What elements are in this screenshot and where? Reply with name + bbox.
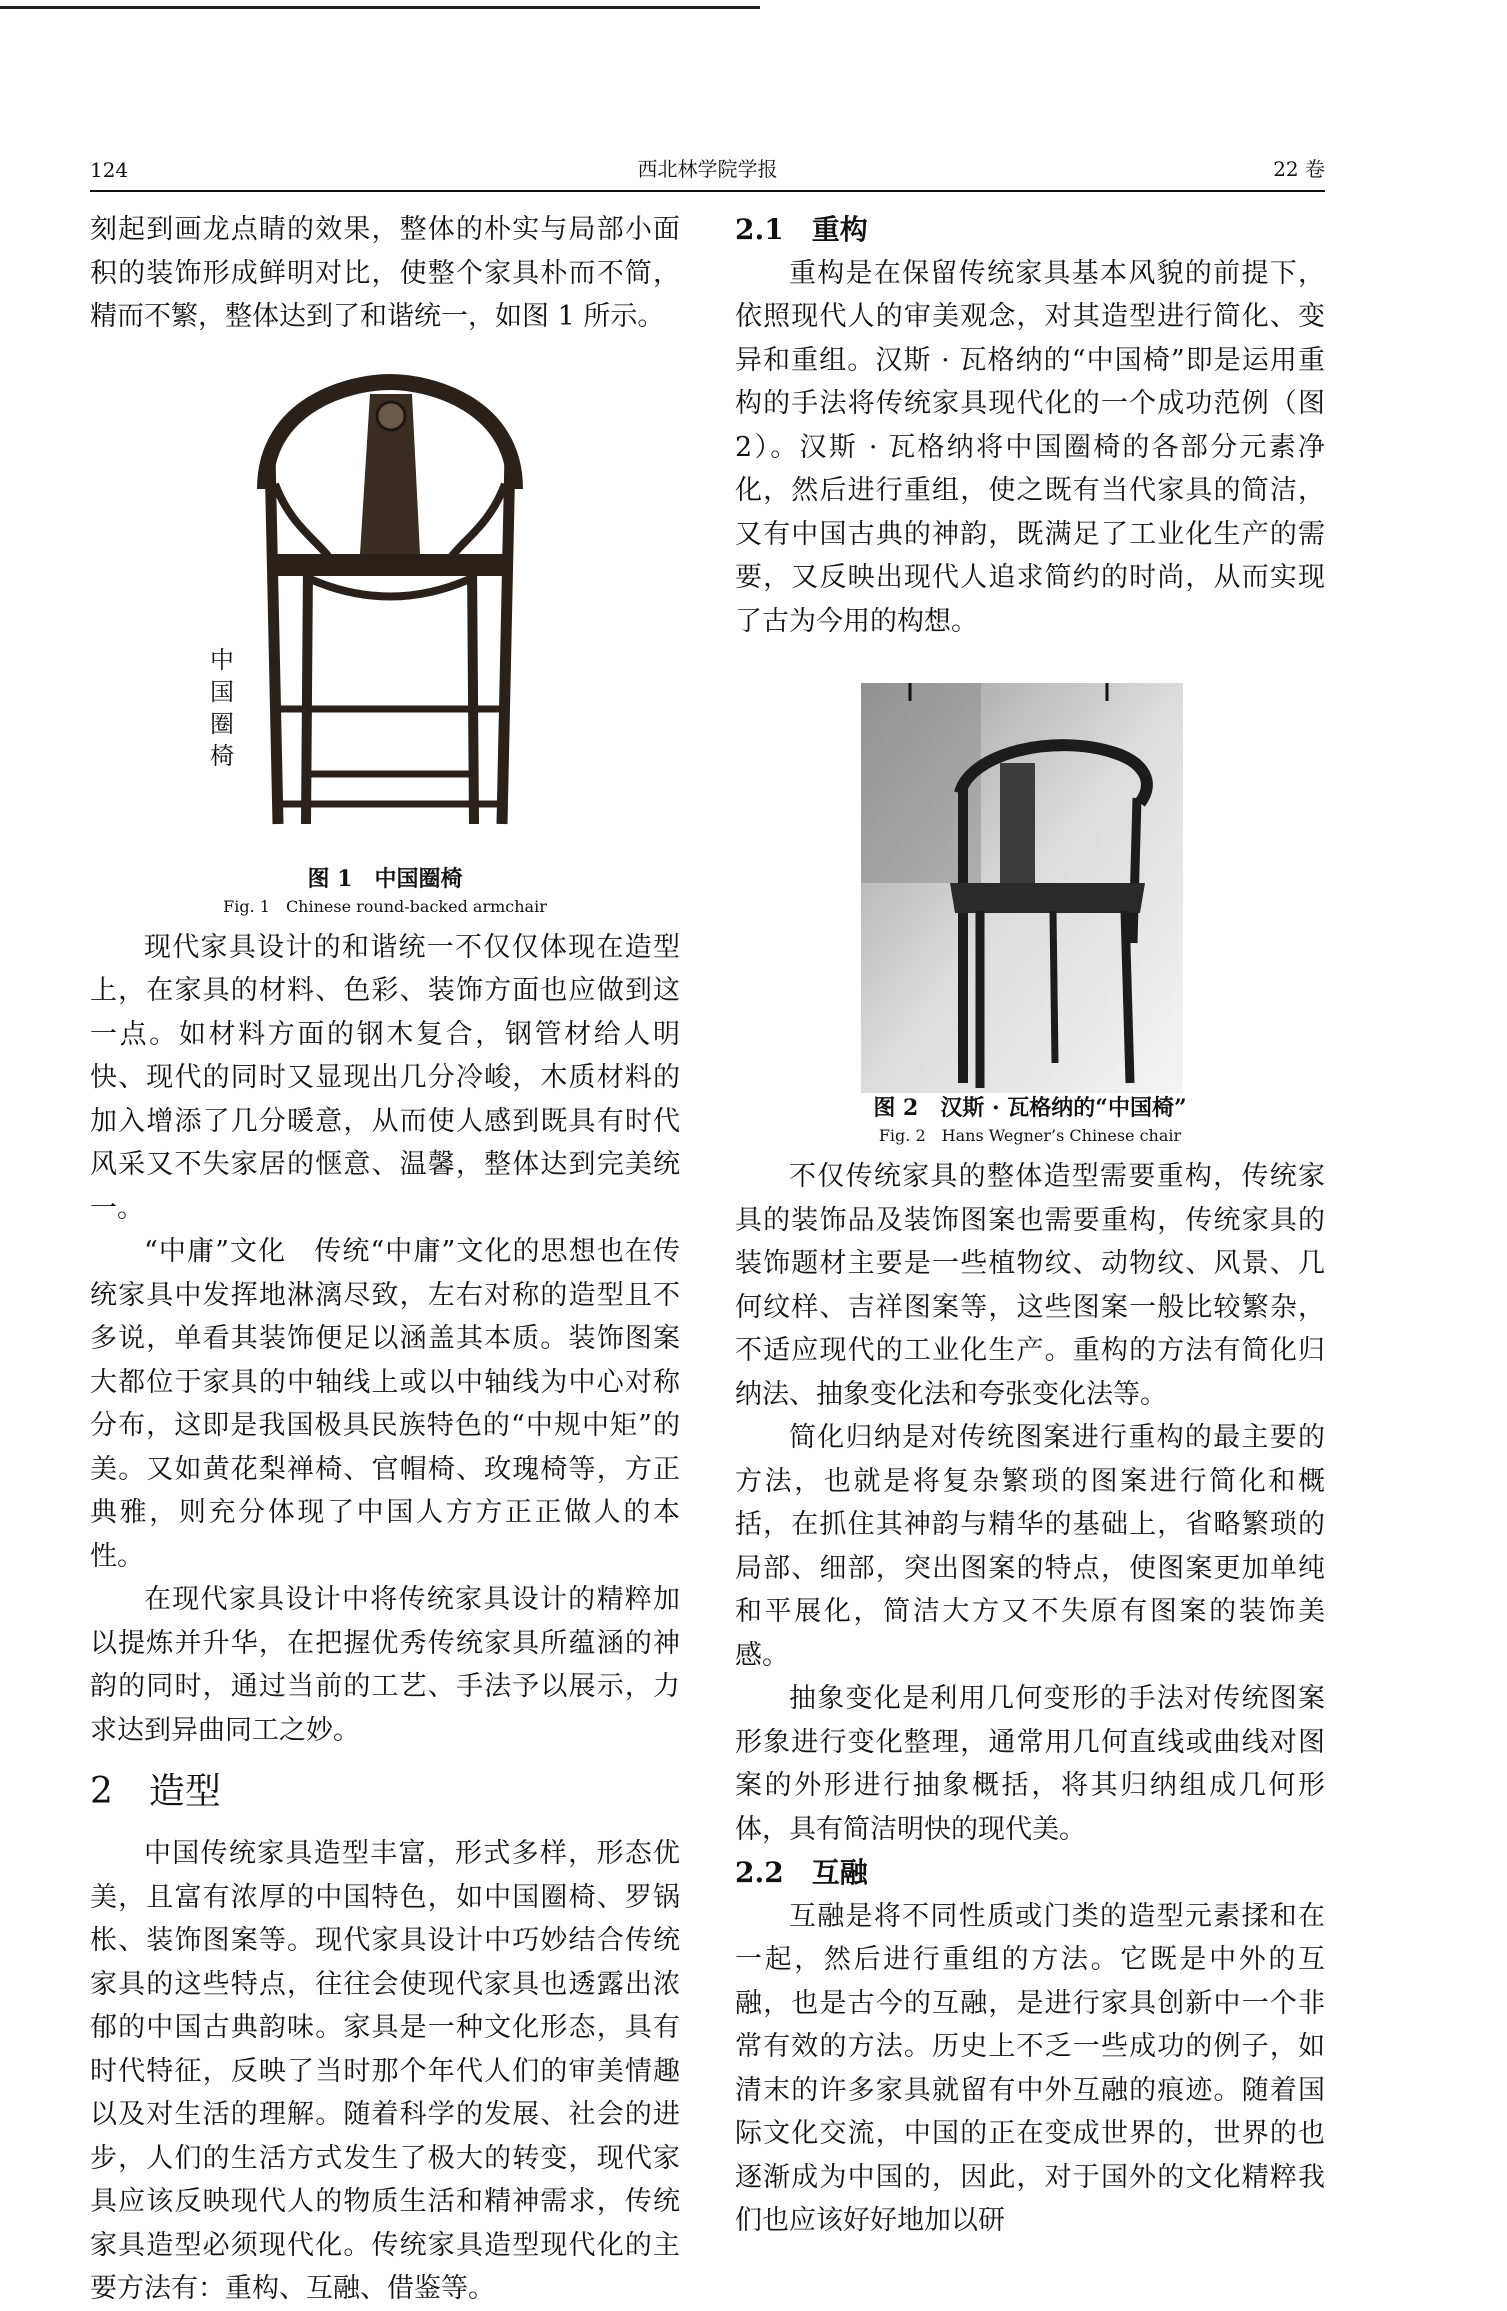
paragraph: 刻起到画龙点睛的效果，整体的朴实与局部小面积的装饰形成鲜明对比，使整个家具朴而不简，精而不繁，整体达到了和谐统一，如图 1 所示。: [90, 214, 680, 332]
paragraph: 现代家具设计的和谐统一不仅仅体现在造型上，在家具的材料、色彩、装饰方面也应做到这一点。如材料方面的钢木复合，钢管材给人明快、现代的同时又显现出几分冷峻，木质材料的加入增添了几分暖意，从而使人感到既具有时代风采又不失家居的惬意、温馨，整体达到完美统一。: [90, 931, 680, 1224]
left-column: [90, 208, 680, 2311]
top-rule: [0, 6, 760, 9]
round-backed-armchair-illustration: [90, 364, 680, 834]
paragraph: 抽象变化是利用几何变形的手法对传统图案形象进行变化整理，通常用几何直线或曲线对图案的外形进行抽象概括，将其归纳组成几何形体，具有简洁明快的现代美。: [735, 1683, 1325, 1845]
subsection-heading: 2.1 重构: [735, 213, 868, 246]
figure-2-caption: 图 2 汉斯 · 瓦格纳的“中国椅”: [873, 1095, 1187, 1121]
journal-title: 西北林学院学报: [637, 157, 778, 181]
figure-side-label: 中国圈椅: [210, 645, 234, 770]
paragraph: 在现代家具设计中将传统家具设计的精粹加以提炼并升华，在把握优秀传统家具所蕴涵的神韵的同时，通过当前的工艺、手法予以展示，力求达到异曲同工之妙。: [90, 1584, 680, 1746]
running-header: [90, 150, 1325, 192]
volume-label: 22 卷: [1273, 157, 1325, 181]
page-number: 124: [90, 158, 129, 182]
paragraph: 不仅传统家具的整体造型需要重构，传统家具的装饰品及装饰图案也需要重构，传统家具的装饰题材主要是一些植物纹、动物纹、风景、几何纹样、吉祥图案等，这些图案一般比较繁杂，不适应现代的工业化生产。重构的方法有简化归纳法、抽象变化法和夸张变化法等。: [735, 1161, 1325, 1410]
paragraph: 重构是在保留传统家具基本风貌的前提下，依照现代人的审美观念，对其造型进行简化、变异和重组。汉斯 · 瓦格纳的“中国椅”即是运用重构的手法将传统家具现代化的一个成功范例（图 2）。汉斯 · 瓦格纳将中国圈椅的各部分元素净化，然后进行重组，使之既有当代家具的简洁，又有中国古典的神韵，既满足了工业化生产的需要，又反映出现代人追求简约的时尚，从而实现了古为今用的构想。: [735, 257, 1325, 637]
paragraph: 中国传统家具造型丰富，形式多样，形态优美，且富有浓厚的中国特色，如中国圈椅、罗锅枨、装饰图案等。现代家具设计中巧妙结合传统家具的这些特点，往往会使现代家具也透露出浓郁的中国古典韵味。家具是一种文化形态，具有时代特征，反映了当时那个年代人们的审美情趣以及对生活的理解。随着科学的发展、社会的进步，人们的生活方式发生了极大的转变，现代家具应该反映现代人的物质生活和精神需求，传统家具造型必须现代化。传统家具造型现代化的主要方法有：重构、互融、借鉴等。: [90, 1838, 680, 2304]
figure-2: [735, 683, 1325, 1093]
right-column: [735, 208, 1325, 2243]
paragraph: 互融是将不同性质或门类的造型元素揉和在一起，然后进行重组的方法。它既是中外的互融，也是古今的互融，是进行家具创新中一个非常有效的方法。历史上不乏一些成功的例子，如清末的许多家具就留有中外互融的痕迹。随着国际文化交流，中国的正在变成世界的，世界的也逐渐成为中国的，因此，对于国外的文化精粹我们也应该好好地加以研: [735, 1900, 1325, 2236]
subsection-heading: 2.2 互融: [735, 1856, 868, 1889]
section-heading: 2 造型: [90, 1771, 221, 1812]
figure-1: [90, 364, 680, 864]
paragraph: “中庸”文化 传统“中庸”文化的思想也在传统家具中发挥地淋漓尽致，左右对称的造型且不多说，单看其装饰便足以涵盖其本质。装饰图案大都位于家具的中轴线上或以中轴线为中心对称分布，这即是我国极具民族特色的“中规中矩”的美。又如黄花梨禅椅、官帽椅、玫瑰椅等，方正典雅，则充分体现了中国人方方正正做人的本性。: [90, 1236, 680, 1572]
figure-2-caption-en: Fig. 2 Hans Wegner’s Chinese chair: [878, 1126, 1182, 1145]
wegner-chinese-chair-photo: [735, 683, 1325, 1093]
paragraph: 简化归纳是对传统图案进行重构的最主要的方法，也就是将复杂繁琐的图案进行简化和概括，在抓住其神韵与精华的基础上，省略繁琐的局部、细部，突出图案的特点，使图案更加单纯和平展化，简洁大方又不失原有图案的装饰美感。: [735, 1422, 1325, 1671]
figure-1-caption-en: Fig. 1 Chinese round-backed armchair: [223, 896, 547, 916]
figure-1-caption: 图 1 中国圈椅: [307, 865, 463, 892]
